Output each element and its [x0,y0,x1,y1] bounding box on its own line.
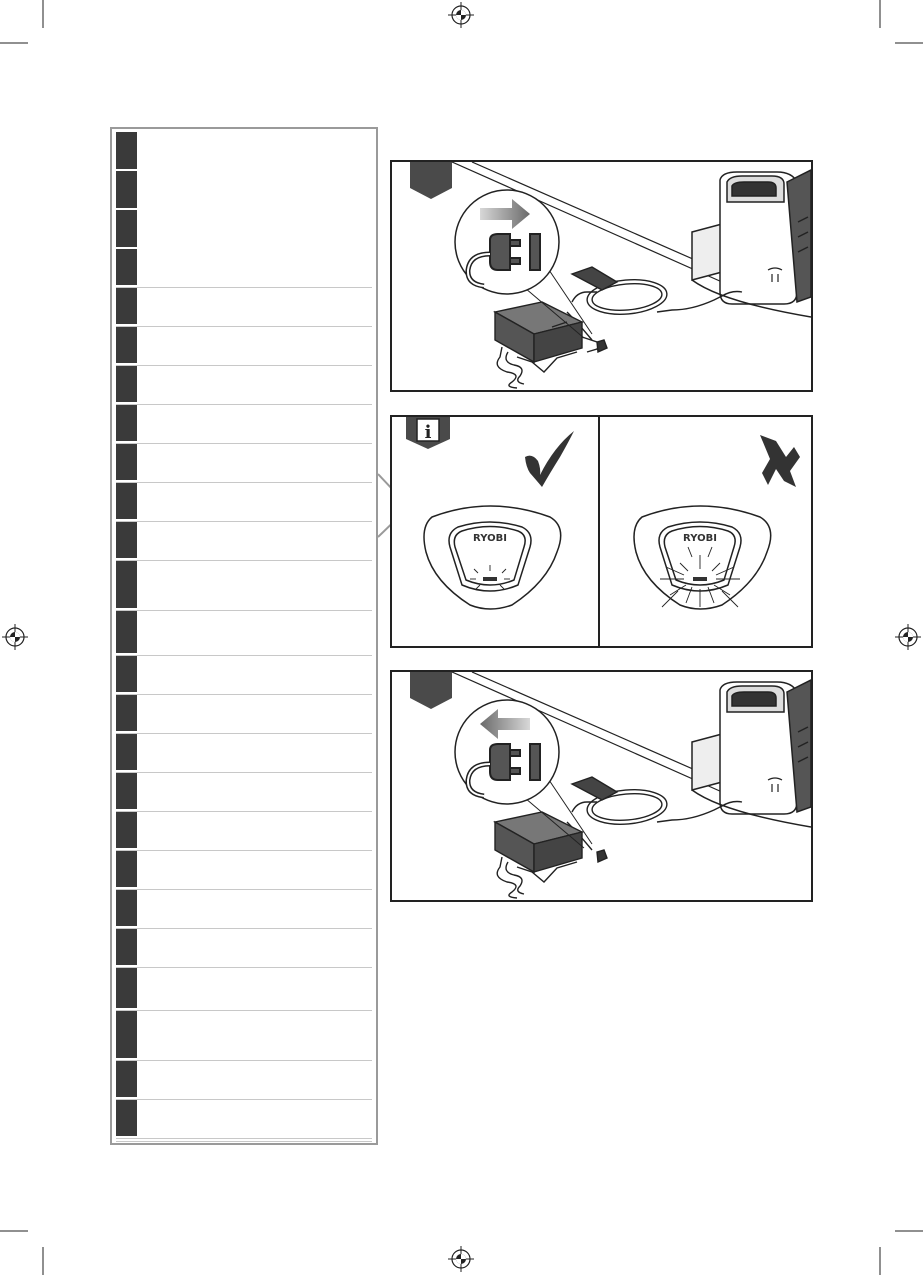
language-tab-row[interactable] [116,132,372,171]
language-tab-row[interactable] [116,929,372,968]
language-tab-marker [116,366,137,402]
charging-station [692,170,811,317]
language-tab-marker [116,483,137,519]
cross-icon [760,435,800,487]
language-tab-marker [116,210,137,247]
step-badge [410,672,452,709]
language-tab-row[interactable] [116,611,372,656]
figure-disconnect-charger [390,670,813,902]
language-tab-row[interactable] [116,483,372,522]
figure-connect-charger [390,160,813,392]
language-tab-marker [116,656,137,692]
registration-mark-icon [895,624,921,650]
language-tab-row[interactable] [116,851,372,890]
language-tab-panel [110,127,378,1145]
language-tab-marker [116,132,137,169]
svg-text:RYOBI: RYOBI [473,533,507,544]
status-illustration [392,417,811,646]
language-tab-marker [116,1011,137,1058]
language-tab-row[interactable] [116,1139,372,1142]
registration-mark-icon [2,624,28,650]
language-tab-marker [116,171,137,208]
language-tab-marker [116,249,137,285]
language-tab-marker [116,288,137,324]
step-badge [410,162,452,199]
registration-mark-icon [448,1246,474,1272]
language-tab-marker [116,327,137,363]
language-tab-marker [116,444,137,480]
language-tab-marker [116,968,137,1008]
language-tab-row[interactable] [116,405,372,444]
language-tab-marker [116,561,137,608]
language-tab-row[interactable] [116,812,372,851]
language-tab-row[interactable] [116,1100,372,1139]
language-tab-row[interactable] [116,1061,372,1100]
language-tab-marker [116,929,137,965]
check-icon [525,431,574,487]
language-tab-marker [116,734,137,770]
charging-station [692,680,811,827]
language-tab-marker [116,1061,137,1097]
language-tab-row[interactable] [116,444,372,483]
language-tab-row[interactable] [116,210,372,249]
disconnect-illustration [392,672,811,900]
language-tab-row[interactable] [116,288,372,327]
figure-led-status [390,415,813,648]
language-tab-row[interactable] [116,890,372,929]
language-tab-marker [116,812,137,848]
station-top-error [634,506,771,609]
language-tab-row[interactable] [116,734,372,773]
svg-text:i: i [424,422,432,443]
language-tab-row[interactable] [116,327,372,366]
info-icon [406,417,450,449]
language-tab-marker [116,522,137,558]
language-tab-row[interactable] [116,1011,372,1061]
svg-text:RYOBI: RYOBI [683,533,717,544]
station-top-ok [424,506,561,609]
language-tab-row[interactable] [116,695,372,734]
language-tab-row[interactable] [116,773,372,812]
language-tab-marker [116,405,137,441]
language-tab-marker [116,851,137,887]
language-tab-row[interactable] [116,561,372,611]
language-tab-row[interactable] [116,656,372,695]
language-tab-row[interactable] [116,249,372,288]
language-tab-row[interactable] [116,522,372,561]
language-tab-row[interactable] [116,366,372,405]
language-tab-marker [116,1100,137,1136]
language-tab-marker [116,611,137,653]
language-tab-row[interactable] [116,171,372,210]
language-tab-row[interactable] [116,968,372,1011]
language-tab-marker [116,890,137,926]
language-tab-marker [116,695,137,731]
registration-mark-icon [448,2,474,28]
language-tab-marker [116,773,137,809]
connect-illustration [392,162,811,390]
